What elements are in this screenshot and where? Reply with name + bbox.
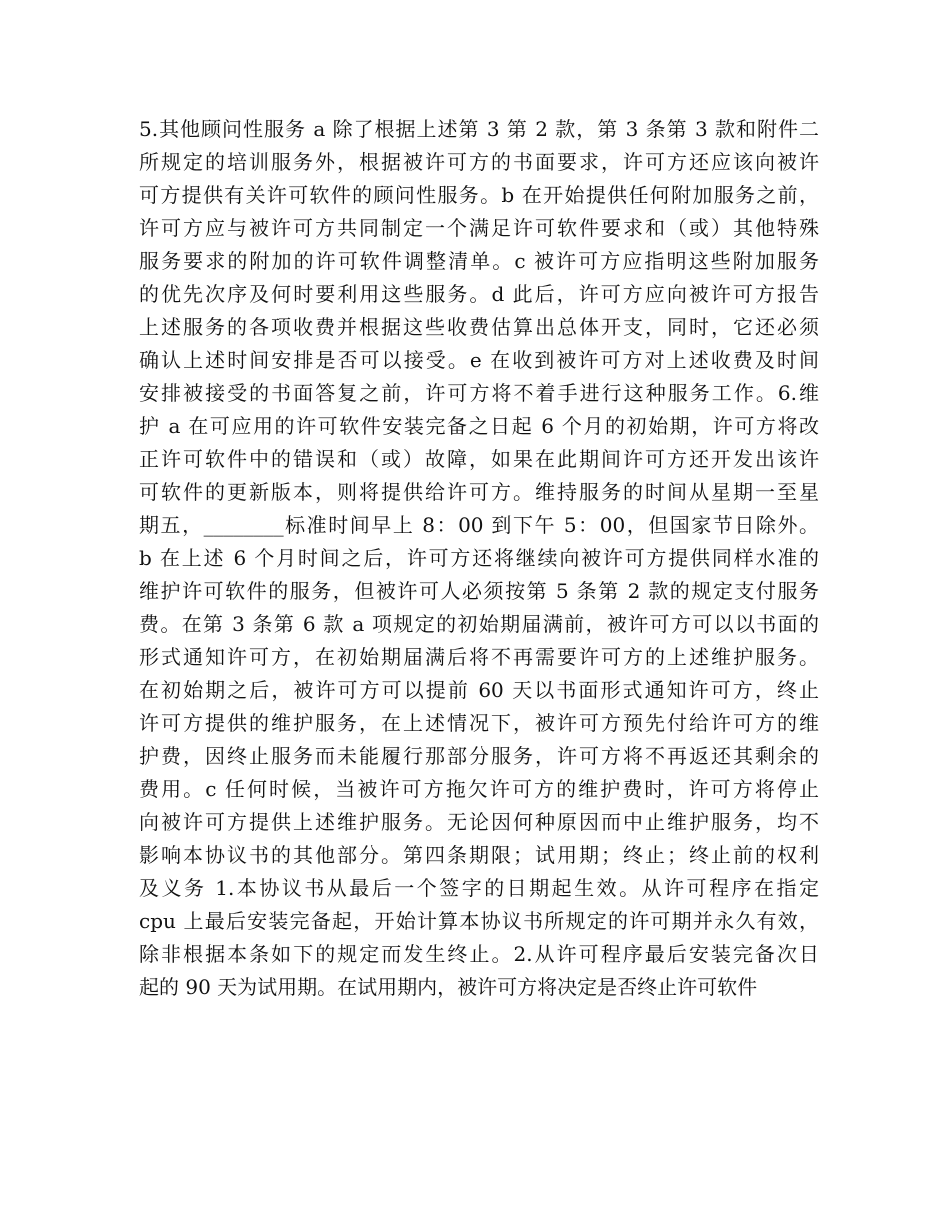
text-line-14: b 在上述 6 个月时间之后，许可方还将继续向被许可方提供同样水准的 [139,546,819,570]
text-line-6: 的优先次序及何时要利用这些服务。d 此后，许可方应向被许可方报告 [139,282,819,306]
text-line-23: 影响本协议书的其他部分。第四条期限；试用期；终止；终止前的权利 [139,843,819,867]
text-line-1: 5.其他顾问性服务 a 除了根据上述第 3 第 2 款，第 3 条第 3 款和附件二 [139,117,819,141]
text-line-22: 向被许可方提供上述维护服务。无论因何种原因而中止维护服务，均不 [139,810,819,834]
text-line-16: 费。在第 3 条第 6 款 a 项规定的初始期届满前，被许可方可以以书面的 [139,612,819,636]
text-line-9: 安排被接受的书面答复之前，许可方将不着手进行这种服务工作。6.维 [139,381,819,405]
document-body [139,113,819,1004]
text-line-4: 许可方应与被许可方共同制定一个满足许可软件要求和（或）其他特殊 [139,216,819,240]
text-line-26: 除非根据本条如下的规定而发生终止。2.从许可程序最后安装完备次日 [139,942,819,966]
text-line-18: 在初始期之后，被许可方可以提前 60 天以书面形式通知许可方，终止 [139,678,819,702]
text-line-20: 护费，因终止服务而未能履行那部分服务，许可方将不再返还其剩余的 [139,744,819,768]
text-line-17: 形式通知许可方，在初始期届满后将不再需要许可方的上述维护服务。 [139,645,819,669]
text-line-2: 所规定的培训服务外，根据被许可方的书面要求，许可方还应该向被许 [139,150,819,174]
text-line-27: 起的 90 天为试用期。在试用期内，被许可方将决定是否终止许可软件 [139,975,758,999]
text-line-21: 费用。c 任何时候，当被许可方拖欠许可方的维护费时，许可方将停止 [139,777,819,801]
text-line-8: 确认上述时间安排是否可以接受。e 在收到被许可方对上述收费及时间 [139,348,819,372]
text-line-19: 许可方提供的维护服务，在上述情况下，被许可方预先付给许可方的维 [139,711,819,735]
text-line-12: 可软件的更新版本，则将提供给许可方。维持服务的时间从星期一至星 [139,480,819,504]
text-line-3: 可方提供有关许可软件的顾问性服务。b 在开始提供任何附加服务之前， [139,183,819,207]
text-line-10: 护 a 在可应用的许可软件安装完备之日起 6 个月的初始期，许可方将改 [139,414,819,438]
text-line-24: 及义务 1.本协议书从最后一个签字的日期起生效。从许可程序在指定 [139,876,819,900]
text-line-11: 正许可软件中的错误和（或）故障，如果在此期间许可方还开发出该许 [139,447,819,471]
text-line-13: 期五，________标准时间早上 8：00 到下午 5：00，但国家节日除外。 [139,513,819,537]
text-line-25: cpu 上最后安装完备起，开始计算本协议书所规定的许可期并永久有效， [139,909,819,933]
text-line-5: 服务要求的附加的许可软件调整清单。c 被许可方应指明这些附加服务 [139,249,819,273]
text-line-7: 上述服务的各项收费并根据这些收费估算出总体开支，同时，它还必须 [139,315,819,339]
text-line-15: 维护许可软件的服务，但被许可人必须按第 5 条第 2 款的规定支付服务 [139,579,819,603]
